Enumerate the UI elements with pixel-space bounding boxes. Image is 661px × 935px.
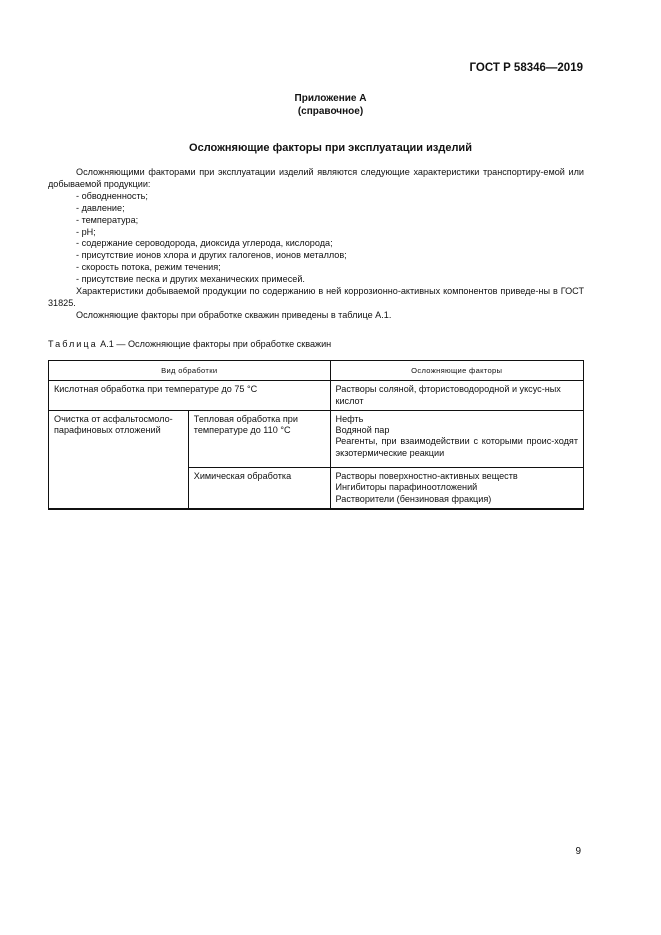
list-item: - рН; (48, 227, 584, 239)
table-caption (48, 339, 331, 349)
table-header-row (49, 361, 584, 381)
list-item: - температура; (48, 215, 584, 227)
cell-thermal-factors (330, 410, 584, 467)
cell-chemical-method: Химическая обработка (188, 468, 330, 509)
section-title: Осложняющие факторы при эксплуатации изделий (189, 142, 472, 154)
body-text (48, 167, 584, 322)
factor-line: Реагенты, при взаимодействии с которыми проис-ходят экзотермические реакции (335, 436, 578, 458)
annex-heading (0, 92, 661, 118)
factor-line: Нефть (335, 413, 364, 424)
list-item: - присутствие песка и других механических примесей. (48, 274, 584, 286)
intro-paragraph: Осложняющими факторами при эксплуатации изделий являются следующие характеристики транспортиру-емой или добываемой продукции: (48, 167, 584, 189)
factors-table (48, 360, 584, 510)
standard-code: ГОСТ Р 58346—2019 (469, 62, 583, 74)
corrosive-paragraph: Характеристики добываемой продукции по содержанию в ней коррозионно-активных компонентов приведе-ны в ГОСТ 31825. (48, 286, 584, 308)
list-item: - присутствие ионов хлора и других галогенов, ионов металлов; (48, 250, 584, 262)
annex-title: Приложение А (294, 93, 367, 104)
table-caption-text: А.1 — Осложняющие факторы при обработке скважин (97, 339, 332, 349)
list-item: - давление; (48, 203, 584, 215)
factor-line: Водяной пар (335, 425, 390, 436)
wells-paragraph: Осложняющие факторы при обработке скважин приведены в таблице А.1. (76, 309, 392, 320)
cell-paraffin-treatment: Очистка от асфальтосмоло-парафиновых отложений (49, 410, 189, 509)
list-item: - скорость потока, режим течения; (48, 262, 584, 274)
cell-chemical-factors (330, 468, 584, 509)
factor-line: Ингибиторы парафиноотложений (335, 482, 478, 493)
list-item: - обводненность; (48, 191, 584, 203)
factor-line: Растворы поверхностно-активных веществ (335, 471, 518, 482)
list-item: - содержание сероводорода, диоксида углерода, кислорода; (48, 238, 584, 250)
cell-acid-treatment: Кислотная обработка при температуре до 75 °С (49, 381, 331, 411)
header-factors: Осложняющие факторы (330, 361, 584, 381)
page-number: 9 (575, 846, 581, 857)
cell-thermal-method: Тепловая обработка при температуре до 110 °С (188, 410, 330, 467)
cell-acid-factors: Растворы соляной, фтористоводородной и уксус-ных кислот (330, 381, 584, 411)
header-treatment: Вид обработки (49, 361, 331, 381)
table-caption-prefix: Таблица (48, 339, 98, 349)
table-row (49, 381, 584, 411)
factors-list (48, 191, 584, 286)
factor-line: Растворители (бензиновая фракция) (335, 493, 492, 504)
table-row (49, 410, 584, 467)
annex-status: (справочное) (297, 106, 364, 117)
